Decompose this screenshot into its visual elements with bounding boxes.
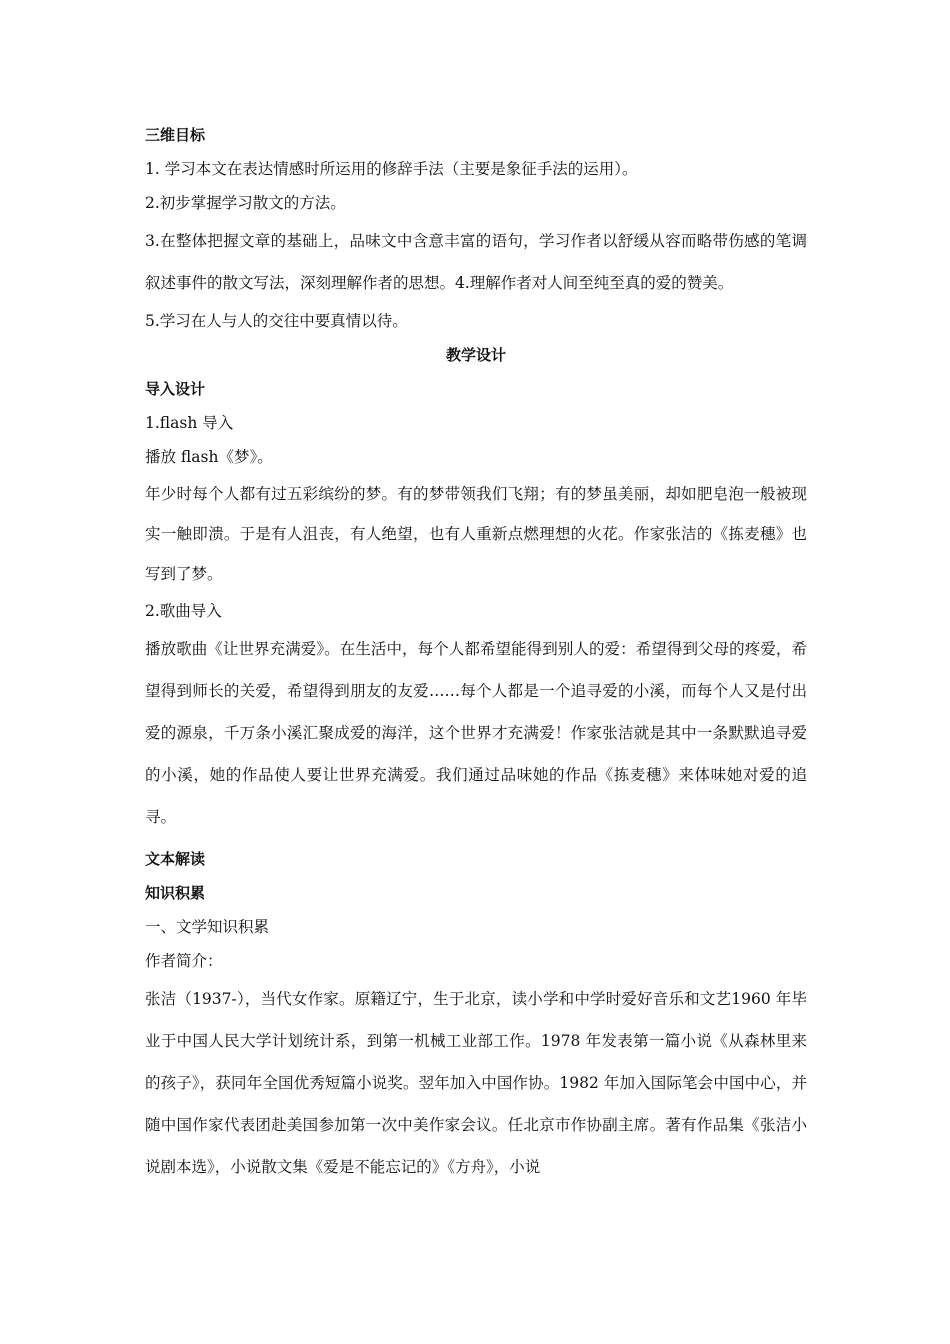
goals-heading: 三维目标 xyxy=(145,126,206,144)
flash-heading: 1.flash 导入 xyxy=(145,414,234,432)
author-label: 作者简介： xyxy=(145,952,223,970)
document-body xyxy=(145,118,807,1188)
author-paragraph: 张洁（1937-），当代女作家。原籍辽宁，生于北京，读小学和中学时爱好音乐和文艺1960 年毕业于中国人民大学计划统计系，到第一机械工业部工作。1978 年发表第一篇小说《从森林里来的孩子》，获同年全国优秀短篇小说奖。翌年加入中国作协。1982 年加入国际笔会中国中心，并随中国作家代表团赴美国参加第一次中美作家会议。任北京市作协副主席。著有作品集《张洁小说剧本选》，小说散文集《爱是不能忘记的》《方舟》，小说 xyxy=(145,990,807,1176)
goal-item-5: 5.学习在人与人的交往中要真情以待。 xyxy=(145,312,408,330)
goal-item-3-4: 3.在整体把握文章的基础上，品味文中含意丰富的语句，学习作者以舒缓从容而略带伤感的笔调叙述事件的散文写法，深刻理解作者的思想。4.理解作者对人间至纯至真的爱的赞美。 xyxy=(145,232,807,292)
intro-heading: 导入设计 xyxy=(145,380,206,398)
reading-heading: 文本解读 xyxy=(145,850,206,868)
song-heading: 2.歌曲导入 xyxy=(145,602,222,620)
flash-paragraph: 年少时每个人都有过五彩缤纷的梦。有的梦带领我们飞翔；有的梦虽美丽，却如肥皂泡一般被现实一触即溃。于是有人沮丧，有人绝望，也有人重新点燃理想的火花。作家张洁的《拣麦穗》也写到了梦。 xyxy=(145,485,807,583)
song-paragraph: 播放歌曲《让世界充满爱》。在生活中，每个人都希望能得到别人的爱：希望得到父母的疼爱，希望得到师长的关爱，希望得到朋友的友爱……每个人都是一个追寻爱的小溪，而每个人又是付出爱的源泉，千万条小溪汇聚成爱的海洋，这个世界才充满爱！作家张洁就是其中一条默默追寻爱的小溪，她的作品使人要让世界充满爱。我们通过品味她的作品《拣麦穗》来体味她对爱的追寻。 xyxy=(145,640,807,826)
knowledge-heading: 知识积累 xyxy=(145,884,206,902)
section-title: 教学设计 xyxy=(445,346,506,364)
flash-play-line: 播放 flash《梦》。 xyxy=(145,448,273,466)
goal-item-2: 2.初步掌握学习散文的方法。 xyxy=(145,194,346,212)
lit-heading: 一、文学知识积累 xyxy=(145,918,270,936)
goal-item-1: 1. 学习本文在表达情感时所运用的修辞手法（主要是象征手法的运用）。 xyxy=(145,160,638,178)
